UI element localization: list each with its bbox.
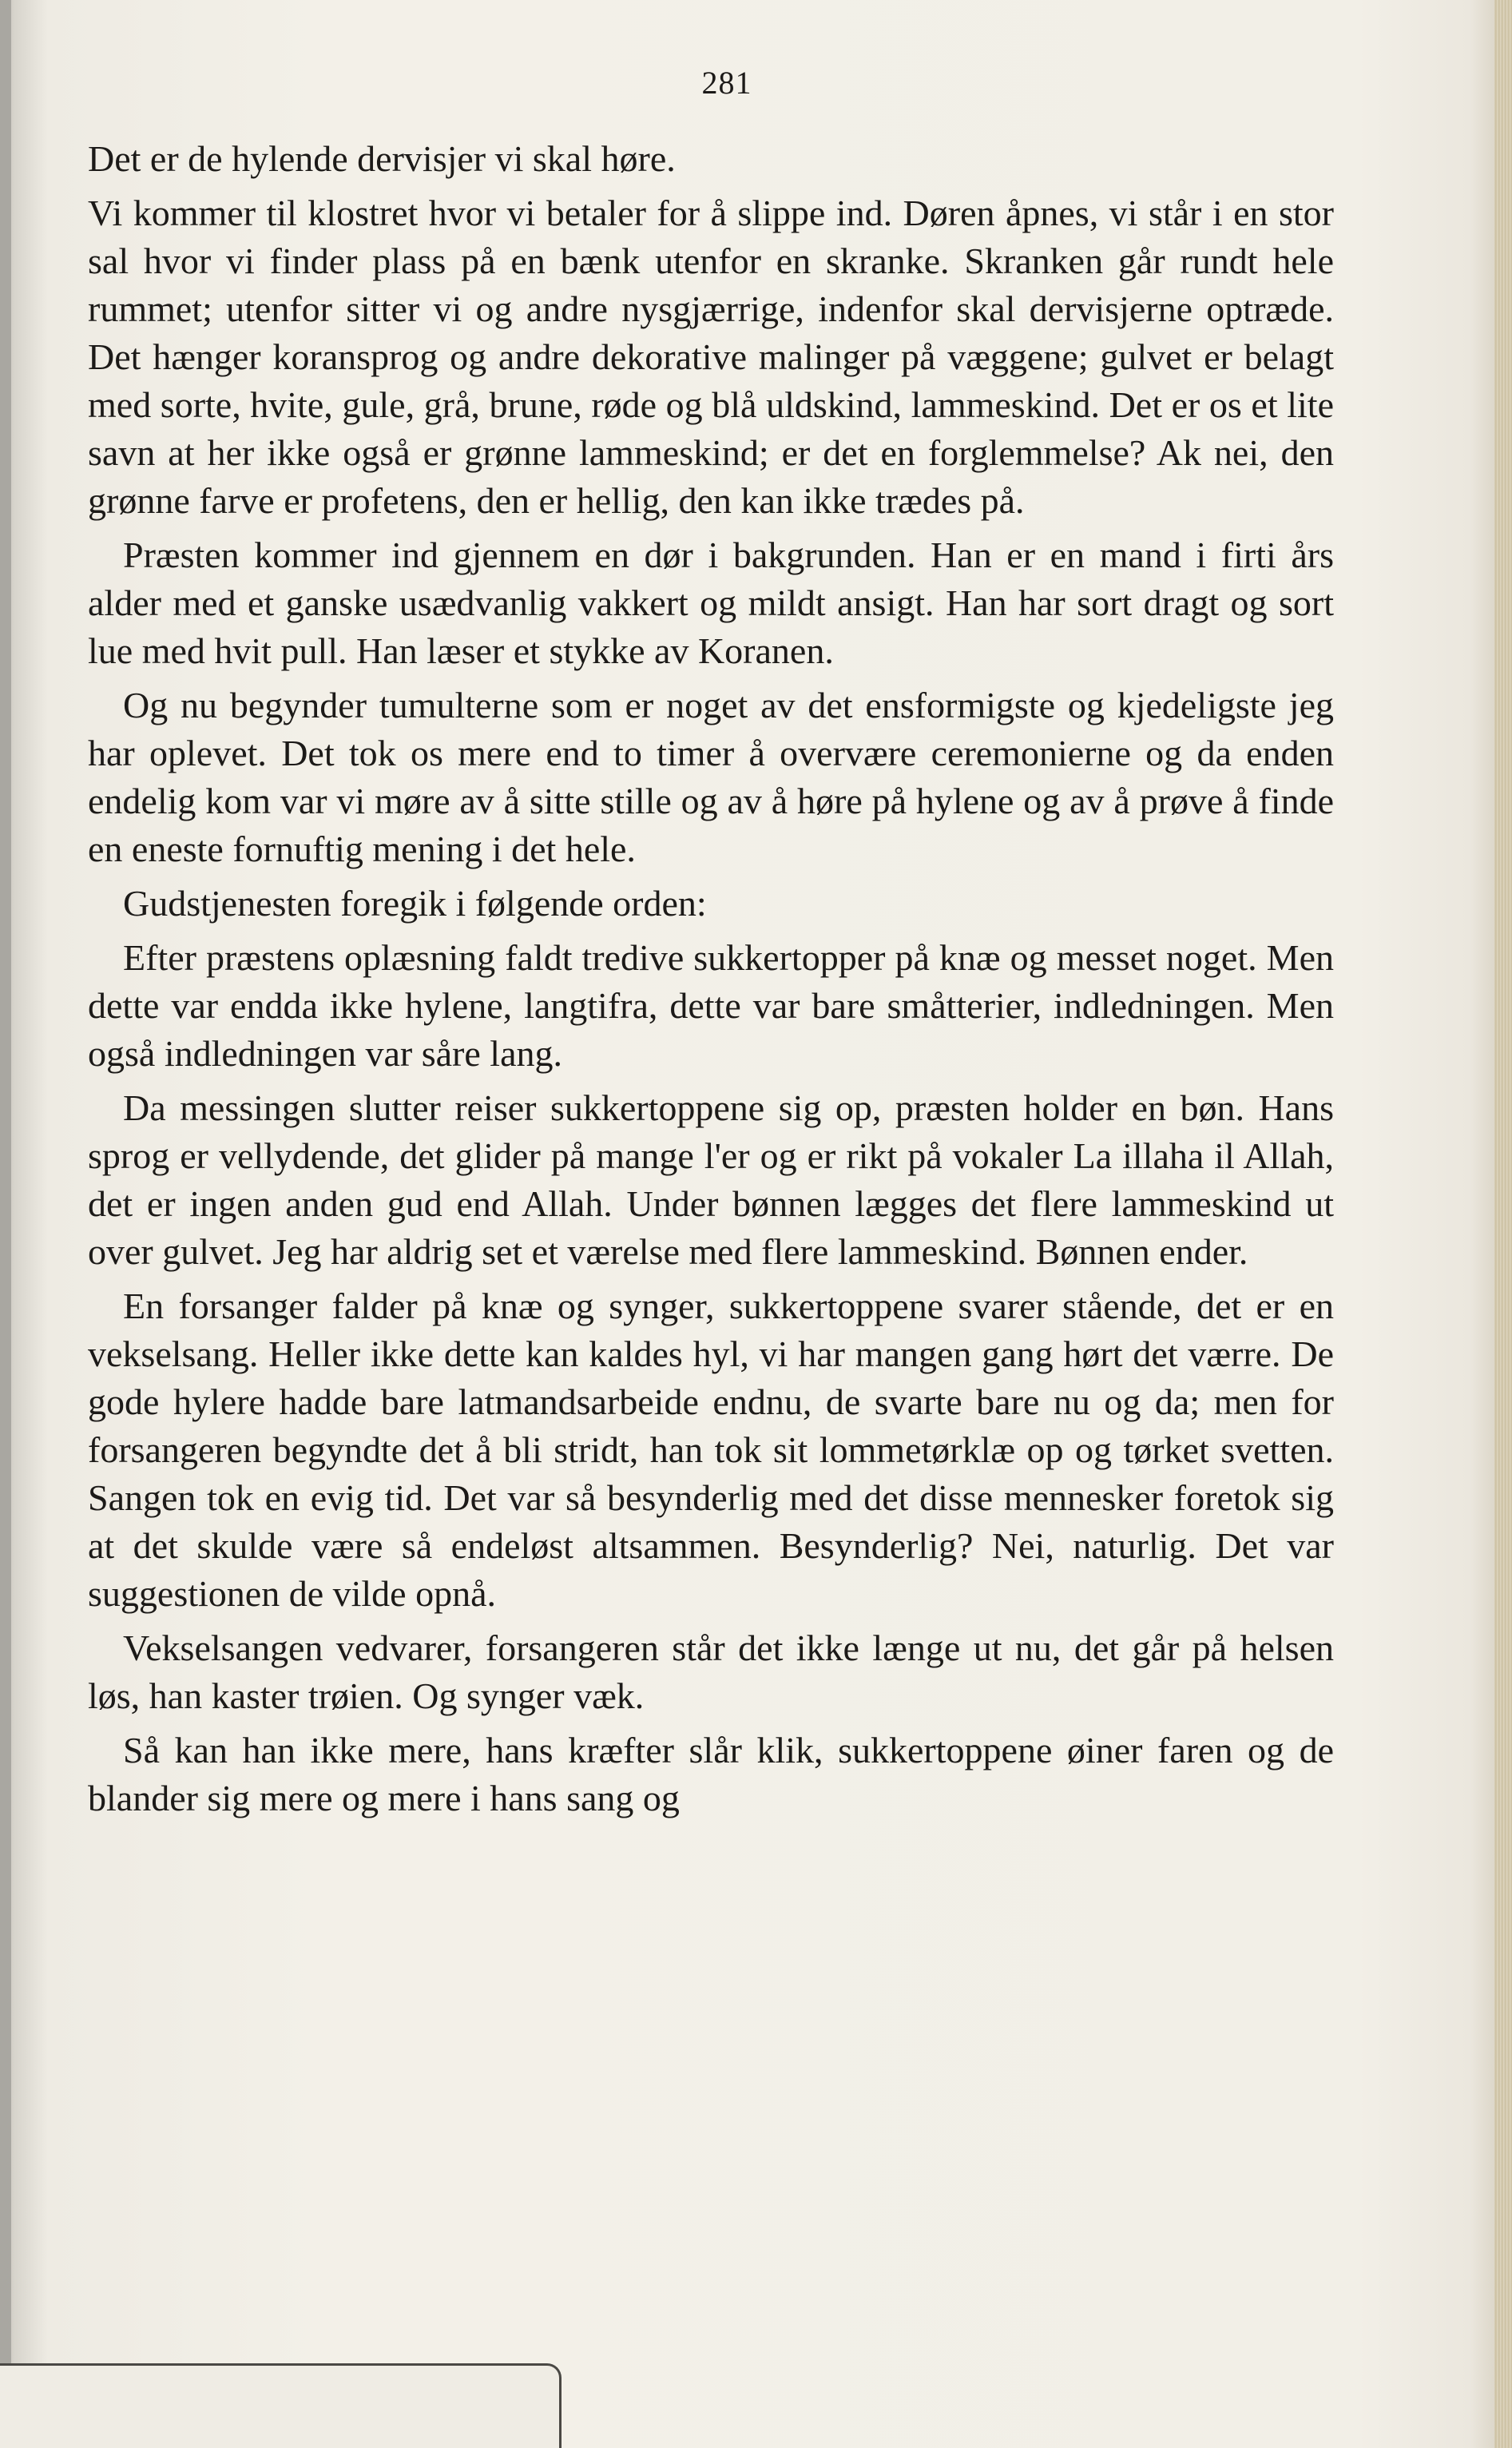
- paragraph: Efter præstens oplæsning faldt tredive sukkertopper på knæ og messet noget. Men dette var endda ikke hylene, langtifra, dette var bare småtterier, indledningen. Men også indledningen var såre lang.: [88, 937, 1334, 1074]
- page-number: 281: [701, 65, 752, 101]
- paragraph: Vekselsangen vedvarer, forsangeren står det ikke længe ut nu, det går på helsen løs, han kaster trøien. Og synger væk.: [88, 1627, 1334, 1716]
- paragraph: Vi kommer til klostret hvor vi betaler for å slippe ind. Døren åpnes, vi står i en stor sal hvor vi finder plass på en bænk utenfor en skranke. Skranken går rundt hele rummet; utenfor sitter vi og andre nysgjærrige, indenfor skal dervisjerne optræde. Det hænger koransprog og andre dekorative malinger på væggene; gulvet er belagt med sorte, hvite, gule, grå, brune, røde og blå uldskind, lammeskind. Det er os et lite savn at her ikke også er grønne lammeskind; er det en forglemmelse? Ak nei, den grønne farve er profetens, den er hellig, den kan ikke trædes på.: [88, 193, 1334, 521]
- paragraph: Så kan han ikke mere, hans kræfter slår klik, sukkertoppene øiner faren og de blander sig mere og mere i hans sang og: [88, 1730, 1334, 1818]
- page-content: [88, 64, 1334, 2269]
- paragraph: Præsten kommer ind gjennem en dør i bakgrunden. Han er en mand i firti års alder med et ganske usædvanlig vakkert og mildt ansigt. Han har sort dragt og sort lue med hvit pull. Han læser et stykke av Koranen.: [88, 535, 1334, 671]
- paragraph: Gudstjenesten foregik i følgende orden:: [123, 883, 707, 924]
- paragraph: Det er de hylende dervisjer vi skal høre.: [88, 138, 676, 179]
- paper-slip-tab: [0, 2363, 562, 2448]
- paragraph: Da messingen slutter reiser sukkertoppene sig op, præsten holder en bøn. Hans sprog er vellydende, det glider på mange l'er og er rikt på vokaler La illaha il Allah, det er ingen anden gud end Allah. Under bønnen lægges det flere lammeskind ut over gulvet. Jeg har aldrig set et værelse med flere lammeskind. Bønnen ender.: [88, 1087, 1334, 1272]
- page-stack-edge: [1494, 0, 1512, 2448]
- book-gutter: [0, 0, 11, 2448]
- paragraph: Og nu begynder tumulterne som er noget av det ensformigste og kjedeligste jeg har oplevet. Det tok os mere end to timer å overvære ceremonierne og da enden endelig kom var vi møre av å sitte stille og av å høre på hylene og av å prøve å finde en eneste fornuftig mening i det hele.: [88, 685, 1334, 869]
- paragraph: En forsanger falder på knæ og synger, sukkertoppene svarer stående, det er en vekselsang. Heller ikke dette kan kaldes hyl, vi har mangen gang hørt det værre. De gode hylere hadde bare latmandsarbeide endnu, de svarte bare nu og da; men for forsangeren begyndte det å bli stridt, han tok sit lommetørklæ op og tørket svetten. Sangen tok en evig tid. Det var så besynderlig med det disse mennesker foretok sig at det skulde være så endeløst altsammen. Besynderlig? Nei, naturlig. Det var suggestionen de vilde opnå.: [88, 1286, 1334, 1614]
